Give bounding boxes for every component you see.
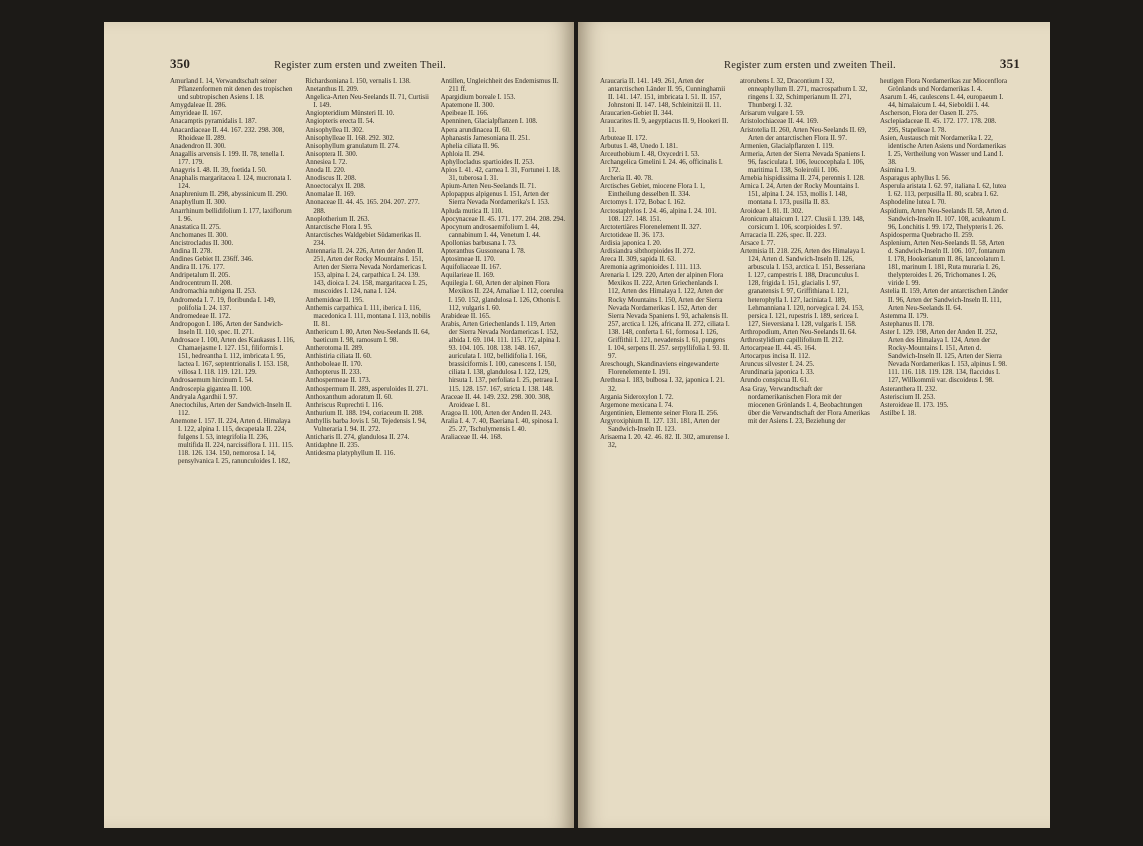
index-entry: Anthospermum II. 289, asperuloides II. 271. — [305, 385, 428, 393]
index-entry: Androsaemum hircinum I. 54. — [170, 377, 254, 385]
index-entry: Areca II. 309, sapida II. 63. — [600, 256, 676, 264]
index-entry: Androcentrum II. 208. — [170, 280, 232, 288]
index-entry: Apium-Arten Neu-Seelands II. 71. — [440, 183, 537, 191]
index-entry: Aphloia II. 294. — [440, 150, 485, 158]
index-entry: Ancistrocladus II. 300. — [170, 239, 234, 247]
index-entry: Apera arundinacea II. 60. — [440, 126, 511, 134]
index-entry: Aquifoliaceae II. 167. — [440, 264, 502, 272]
index-entry: Asteranthera II. 232. — [880, 385, 938, 393]
index-entry: Arctostaphylos I. 24. 46, alpina I. 24. 101. 108. 127. 148. 151. — [600, 207, 717, 223]
index-entry: Apargidium boreale I. 153. — [440, 94, 516, 102]
right-column-2 — [740, 78, 870, 822]
index-entry: Anisoptera II. 300. — [305, 150, 358, 158]
right-page-number: 351 — [999, 56, 1020, 71]
index-entry: Annesiea I. 72. — [305, 158, 348, 166]
index-entry: Arbutus I. 48, Unedo I. 181. — [600, 142, 678, 150]
index-entry: Andines Gebiet II. 236ff. 346. — [170, 256, 254, 264]
index-entry: Artocarpus incisa II. 112. — [740, 353, 810, 361]
index-entry: Arundo conspicua II. 61. — [740, 377, 809, 385]
left-column-2 — [305, 78, 430, 822]
index-entry: Apollonias barbusana I. 73. — [440, 239, 517, 247]
left-columns — [170, 78, 566, 822]
right-page-header — [600, 56, 1020, 72]
index-entry: Armenien, Glacialpflanzen I. 119. — [740, 142, 834, 150]
index-entry: Apteranthus Gussoneana I. 78. — [440, 247, 526, 255]
index-entry: Asplenium, Arten Neu-Seelands II. 58, Arten d. Sandwich-Inseln II. 106. 107, fontanum I. 178, Hookerianum II. 86, lanceolatum I. 181, marinum I. 181, Ruta muraria I. 26, thelypteroides I. 26, Trichomanes I. 26, viride I. 99. — [880, 239, 1005, 288]
index-entry: Aroideae I. 81. II. 302. — [740, 207, 804, 215]
index-entry: Anthericum I. 80, Arten Neu-Seelands II. 64, baeticum I. 98, ramosum I. 98. — [305, 328, 430, 344]
index-entry: Aphanastis Jamesoniana II. 251. — [440, 134, 531, 142]
index-entry: Anetanthus II. 209. — [305, 86, 359, 94]
index-entry: Anoplotherium II. 263. — [305, 215, 370, 223]
index-entry: Anisophylleae II. 168. 292. 302. — [305, 134, 395, 142]
index-entry: Anisophyllum granulatum II. 274. — [305, 142, 400, 150]
index-entry: Astelia II. 159, Arten der antarctischen Länder II. 96, Arten der Sandwich-Inseln II. 111, Arten Neu-Seelands II. 64. — [880, 288, 1009, 312]
index-entry: Arabideae II. 165. — [440, 312, 491, 320]
index-entry: Asphodeline lutea I. 70. — [880, 199, 947, 207]
right-columns — [600, 78, 1010, 822]
index-entry: Anaphyllum II. 300. — [170, 199, 227, 207]
index-entry: Arctomys I. 172, Bobac I. 162. — [600, 199, 686, 207]
index-entry: Anisophyllea II. 302. — [305, 126, 364, 134]
index-entry: Arethusa I. 183, bulbosa I. 32, japonica I. 21. 32. — [600, 377, 725, 393]
index-entry: Aronicum altaicum I. 127. Clusii I. 139. 148, corsicum I. 106, scorpioides I. 97. — [740, 215, 865, 231]
index-entry: Asimina I. 9. — [880, 167, 916, 175]
index-entry: Araucarites II. 9, aegyptiacus II. 9, Hookeri II. 11. — [600, 118, 729, 134]
index-entry: Aristolochiaceae II. 44. 169. — [740, 118, 819, 126]
index-entry: Anoectocalyx II. 208. — [305, 183, 366, 191]
index-entry: Artocarpeae II. 44. 45. 164. — [740, 345, 817, 353]
index-entry: Amurland I. 14, Verwandtschaft seiner Pflanzenformen mit denen des tropischen und subtropischen Asiens I. 18. — [170, 78, 293, 102]
index-entry: Anthriscus Ruprechti I. 116. — [305, 401, 384, 409]
index-entry: Archangelica Gmelini I. 24. 46, officinalis I. 172. — [600, 158, 723, 175]
index-entry: Asarum I. 46, caulescens I. 44, europaeum I. 44, himalaicum I. 44, Sieboldii I. 44. — [880, 94, 1004, 110]
index-entry: Anodiscus II. 208. — [305, 175, 357, 183]
index-entry: Angiopteris erecta II. 54. — [305, 118, 375, 126]
index-entry: Androsace I. 100, Arten des Kaukasus I. 116, Chamaejasme I. 127. 151, filiformis I. 151, hedreantha I. 112, imbricata I. 95, lactea I. 167, septentrionalis I. 153. 158, villosa I. 118. 119. 121. 129. — [170, 337, 295, 377]
index-entry: Antarctische Flora I. 95. — [305, 223, 373, 231]
right-column-3 — [880, 78, 1010, 822]
index-entry: Anadendron II. 300. — [170, 142, 226, 150]
index-entry: Anectochilus, Arten der Sandwich-Inseln II. 112. — [170, 401, 292, 417]
index-entry: Apocynum androsaemifolium I. 44, cannabinum I. 44, Venetum I. 44. — [440, 223, 541, 239]
right-column-1 — [600, 78, 730, 822]
index-entry: Aspidosperma Quebracho II. 259. — [880, 231, 974, 239]
index-entry: Archeria II. 40. 78. — [600, 175, 653, 183]
index-entry: Andripetalum II. 205. — [170, 272, 231, 280]
index-entry: Anthoxanthum adoratum II. 60. — [305, 393, 393, 401]
index-entry: Aremonia agrimonioides I. 111. 113. — [600, 264, 702, 272]
index-entry: Arsace I. 77. — [740, 239, 776, 247]
index-entry: Andira II. 176. 177. — [170, 264, 225, 272]
index-entry: Argania Sideroxylon I. 72. — [600, 393, 674, 401]
index-entry: Andromeda I. 7. 19, floribunda I. 149, polifolia I. 24. 137. — [170, 296, 276, 312]
left-column-1 — [170, 78, 295, 822]
index-entry: Anthyllis barba Jovis I. 50, Tejedensis I. 94, Vulneraria I. 94. II. 272. — [305, 417, 427, 434]
index-entry: Araceae II. 44. 149. 232. 298. 300. 308, Aroideae I. 81. — [440, 393, 551, 409]
index-entry: Ardisia japonica I. 20. — [600, 239, 662, 247]
index-entry: Aralia I. 4. 7. 40, Baeriana I. 40, spinosa I. 25. 27, Tschulymensis I. 40. — [440, 417, 559, 434]
index-entry: Antarctisches Waldgebiet Südamerikas II. 234. — [305, 231, 421, 247]
index-entry: Ardisiandra sibthorpioides II. 272. — [600, 247, 696, 255]
index-entry: Aphyllocladus spartioides II. 253. — [440, 158, 535, 166]
index-entry: Antillen, Ungleichheit des Endemismus II. 211 ff. — [440, 78, 559, 94]
index-entry: Anarrhinum bellidifolium I. 177, laxiflorum I. 96. — [170, 207, 292, 223]
index-entry: Anthistiria ciliata II. 60. — [305, 353, 372, 361]
index-entry: Apenninen, Glacialpflanzen I. 108. — [440, 118, 538, 126]
index-entry: Andina II. 278. — [170, 247, 213, 255]
index-entry: Andryala Agardhii I. 97. — [170, 393, 238, 401]
index-entry: Anoda II. 220. — [305, 167, 346, 175]
index-entry: Arenaria I. 129. 220, Arten der alpinen Flora Mexikos II. 222, Arten Griechenlands I. 112, Arten des Himalaya I. 122, Arten der Rocky Mountains I. 150, Arten der Sierra Nevada Nordamerikas I. 152, Arten der Sierra Nevada Spaniens I. 93, achalensis II. 257, arctica I. 126, africana II. 272, ciliata I. 138. 148, conferta I. 61, formosa I. 126, Griffithii I. 121, nevadensis I. 61, pungens I. 104, serpens II. 257. serpyllifolia I. 93. II. 97. — [600, 272, 730, 361]
index-entry: Arracacia II. 226, spec. II. 223. — [740, 231, 827, 239]
index-entry: Amygdaleae II. 286. — [170, 102, 227, 110]
index-entry: atrorubens I. 32, Dracontium I 32, enneaphyllum II. 271, macrospathum I. 32, ringens I. 32, Schimperianum II. 271, Thunbergi I. 32. — [740, 78, 868, 110]
index-entry: Anthospermeae II. 173. — [305, 377, 371, 385]
index-entry: Aquilegia I. 60, Arten der alpinen Flora Mexikos II. 224, Amaliae I. 112, coerulea I. 150. 152, glandulosa I. 126, Othonis I. 112, vulgaris I. 60. — [440, 280, 564, 312]
index-entry: Ascherson, Flora der Oasen II. 275. — [880, 110, 979, 118]
index-entry: Richardsoniana I. 150, vernalis I. 138. — [305, 78, 411, 85]
index-entry: Anastatica II. 275. — [170, 223, 221, 231]
index-entry: Anticharis II. 274, glandulosa II. 274. — [305, 434, 410, 442]
index-entry: Anomalae II. 169. — [305, 191, 356, 199]
index-entry: Anthopterus II. 233. — [305, 369, 362, 377]
index-entry: Arthrostylidium capillifolium II. 212. — [740, 337, 844, 344]
index-entry: Apeibeae II. 166. — [440, 110, 489, 118]
index-entry: Asien, Austausch mit Nordamerika I. 22, identische Arten Asiens und Nordamerikas I. 25, Vertheilung von Wasser und Land I. 38. — [880, 134, 1006, 166]
index-entry: Andropogon I. 186, Arten der Sandwich-Inseln II. 110, spec. II. 271. — [170, 320, 284, 336]
index-entry: Amyrideae II. 167. — [170, 110, 223, 118]
index-entry: Anacamptis pyramidalis I. 187. — [170, 118, 257, 126]
index-entry: Anchomanes II. 300. — [170, 231, 228, 239]
index-entry: Aster I. 129. 198, Arten der Anden II. 252, Arten des Himalaya I. 124, Arten der Rocky-Mountains I. 151, Arten d. Sandwich-Inseln II. 125, Arten der Sierra Nevada Nordamerikas I. 153, alpinus I. 98. 111. 116. 118. 119. 128. 134, flaccidus I. 127, Willkommii var. discoideus I. 98. — [880, 328, 1008, 385]
index-entry: Aplopappus alpigenus I. 151, Arten der Sierra Nevada Nordamerika's I. 153. — [440, 191, 550, 207]
index-entry: Astilbe I. 18. — [880, 409, 916, 417]
index-entry: Artemisia II. 218. 226, Arten des Himalaya I. 124, Arten d. Sandwich-Inseln II. 126, arbuscula I. 153, arctica I. 151, Besseriana I. 127, campestris I. 188, Dracunculus I. 128, frigida I. 151, glacialis I. 97, granatensis I. 97, Griffithiana I. 121, heterophylla I. 127, laciniata I. 189, Lehmanniana I. 120, norvegica I. 24. 153, persica I. 121, rupestris I. 189, sericea I. 127, Sieversiana I. 128, vulgaris I. 158. — [740, 247, 866, 328]
index-entry: Anaphalis margaritacea I. 124, mucronata I. 124. — [170, 175, 292, 191]
left-page-number: 350 — [170, 56, 191, 71]
index-entry: Anonaceae II. 44. 45. 165. 204. 207. 277. 288. — [305, 199, 420, 215]
right-page — [578, 22, 1050, 828]
left-page-header — [170, 56, 550, 72]
index-entry: Androscepia gigantea II. 100. — [170, 385, 252, 393]
index-entry: Asa Gray, Verwandtschaft der nordamerikanischen Flora mit der miocenen Grönlands I. 4, Beobachtungen über die Verwandtschaft der Flora Amerikas mit der Asiens I. 23, Beziehung der — [740, 385, 870, 425]
index-entry: Angelica-Arten Neu-Seelands II. 71, Curtisii I. 149. — [305, 94, 429, 110]
left-running-head: Register zum ersten und zweiten Theil. — [274, 60, 446, 71]
index-entry: Aruncus silvester I. 24. 25. — [740, 361, 815, 369]
index-entry: Arisarum vulgare I. 59. — [740, 110, 805, 118]
index-entry: Asteroideae II. 173. 195. — [880, 401, 949, 409]
index-entry: Anaphrenium II. 298, abyssinicum II. 290. — [170, 191, 288, 199]
index-entry: Argyroxiphium II. 127. 131. 181, Arten der Sandwich-Inseln II. 123. — [600, 417, 720, 434]
index-entry: Armeria, Arten der Sierra Nevada Spaniens I. 96, fasciculata I. 106, leucocephala I. 106, maritima I. 138, Soleirolii I. 106. — [740, 150, 866, 175]
index-entry: Arundinaria japonica I. 33. — [740, 369, 815, 377]
index-entry: Aristotelia II. 260, Arten Neu-Seelands II. 69, Arten der antarctischen Flora II. 97. — [740, 126, 867, 142]
index-entry: Apios I. 41. 42, carnea I. 31, Fortunei I. 18. 31, tuberosa I. 31. — [440, 167, 561, 183]
index-entry: Anacardiaceae II. 44. 167. 232. 298. 308, Rhoideae II. 289. — [170, 126, 285, 142]
index-entry: Andromachia nubigena II. 253. — [170, 288, 257, 296]
index-entry: Astemma II. 179. — [880, 312, 929, 320]
index-entry: Antidesma platyphyllum II. 116. — [305, 450, 396, 458]
index-entry: Arthropodium, Arten Neu-Seelands II. 64. — [740, 328, 857, 336]
index-entry: Asperula aristata I. 62. 97, italiana I. 62, lutea I. 62. 113, perpusilla II. 80, scabra I. 62. — [880, 183, 1007, 199]
index-entry: Araucaria II. 141. 149. 261, Arten der antarctischen Länder II. 95, Cunninghamii II. 141. 147. 151, imbricata I. 51. II. 157, Johnstoni II. 147. 148, Schleinitzii II. 11. — [600, 78, 726, 110]
index-entry: Arctotertiäres Florenelement II. 327. — [600, 223, 702, 231]
left-column-3 — [441, 78, 566, 822]
index-entry: Antherotoma II. 289. — [305, 345, 364, 353]
right-running-head: Register zum ersten und zweiten Theil. — [724, 60, 896, 71]
index-entry: Astephanus II. 178. — [880, 320, 934, 328]
index-entry: Anagyris I. 48. II. 39, foetida I. 50. — [170, 167, 267, 175]
index-entry: Anthurium II. 188. 194, coriaceum II. 208. — [305, 409, 424, 417]
index-entry: Aragoa II. 100, Arten der Anden II. 243. — [440, 409, 552, 417]
index-entry: Anemone I. 157. II. 224, Arten d. Himalaya I. 122, alpina I. 115, decapetala II. 224, fulgens I. 53, integrifolia II. 236, multifida II. 224, narcissiflora I. 111. 115. 118. 126. 134. 150, nemorosa I. 14, pensylvanica I. 25, ranunculoides I. 182, — [170, 417, 294, 466]
index-entry: Anthemideae II. 195. — [305, 296, 364, 304]
index-entry: Areschough, Skandinaviens eingewanderte Florenelemente I. 191. — [600, 361, 719, 377]
index-entry: Asparagus aphyllus I. 56. — [880, 175, 951, 183]
index-entry: Argemone mexicana I. 74. — [600, 401, 674, 409]
index-entry: Arnebia hispidissima II. 274, perennis I. 128. — [740, 175, 865, 183]
index-entry: Apluda mutica II. 110. — [440, 207, 503, 215]
index-entry: Arctotideae II. 36. 173. — [600, 231, 665, 239]
index-entry: Aquilarieae II. 169. — [440, 272, 495, 280]
index-entry: heutigen Flora Nordamerikas zur Miocenflora Grönlands und Nordamerikas I. 4. — [880, 78, 1008, 94]
index-entry: Arnica I. 24, Arten der Rocky Mountains I. 151, alpina I. 24. 153, mollis I. 148, montana I. 173, pusilla II. 83. — [740, 183, 860, 207]
index-entry: Andromedeae II. 172. — [170, 312, 231, 320]
index-entry: Argentinien, Elemente seiner Flora II. 256. — [600, 409, 719, 417]
index-entry: Anthoboleae II. 170. — [305, 361, 363, 369]
index-entry: Arbuteae II. 172. — [600, 134, 648, 142]
index-entry: Arabis, Arten Griechenlands I. 119, Arten der Sierra Nevada Nordamericas I. 152, albida I. 69. 104. 111. 115. 172, alpina I. 93. 104. 105. 108. 138. 148. 167, auriculata I. 102, bellidifolia I. 166, brassiciformis I. 100, canescens I. 150, ciliata I. 138, glandulosa I. 122, 129, hirsuta I. 137, perfoliata I. 25, petraea I. 115. 128. 157. 167, stricta I. 138. 148. — [440, 320, 561, 393]
index-entry: Aptosimeae II. 170. — [440, 256, 496, 264]
index-entry: Asteriscium II. 253. — [880, 393, 936, 401]
index-entry: Araucarien-Gebiet II. 344. — [600, 110, 674, 118]
index-entry: Arctisches Gebiet, miocene Flora I. 1, Eintheilung desselben II. 334. — [600, 183, 705, 199]
index-entry: Aphelia ciliata II. 96. — [440, 142, 500, 150]
index-entry: Aspidium, Arten Neu-Seelands II. 58, Arten d. Sandwich-Inseln II. 107. 108, aculeatum I. 96, Lonchitis I. 99. 172, Thelypteris I. 26. — [880, 207, 1009, 231]
index-entry: Angiopteridium Münsteri II. 10. — [305, 110, 395, 118]
left-page — [104, 22, 574, 828]
index-entry: Arceuthobium I. 48, Oxycedri I. 53. — [600, 150, 700, 158]
index-entry: Antennaria II. 24. 226, Arten der Anden II. 251, Arten der Rocky Mountains I. 151, Arten der Sierra Nevada Nordamericas I. 153, alpina I. 24, carpathica I. 24. 139. 143, dioica I. 24. 158, margaritacea I. 25, muscoides I. 124, nana I. 124. — [305, 247, 428, 296]
index-entry: Anthemis carpathica I. 111, iberica I. 116, macedonica I. 111, montana I. 113, nobilis II. 81. — [305, 304, 431, 328]
index-entry: Antidaphne II. 235. — [305, 442, 360, 450]
index-entry: Apocynaceae II. 45. 171. 177. 204. 208. 294. — [440, 215, 566, 223]
index-entry: Apatemone II. 300. — [440, 102, 495, 110]
index-entry: Arisaema I. 20. 42. 46. 82. II. 302, amurense I. 32, — [600, 434, 730, 450]
index-entry: Asclepiadaceae II. 45. 172. 177. 178. 208. 295, Stapelieae I. 78. — [880, 118, 997, 134]
index-entry: Anagallis arvensis I. 199. II. 78, tenella I. 177. 179. — [170, 150, 285, 166]
index-entry: Araliaceae II. 44. 168. — [440, 434, 503, 442]
